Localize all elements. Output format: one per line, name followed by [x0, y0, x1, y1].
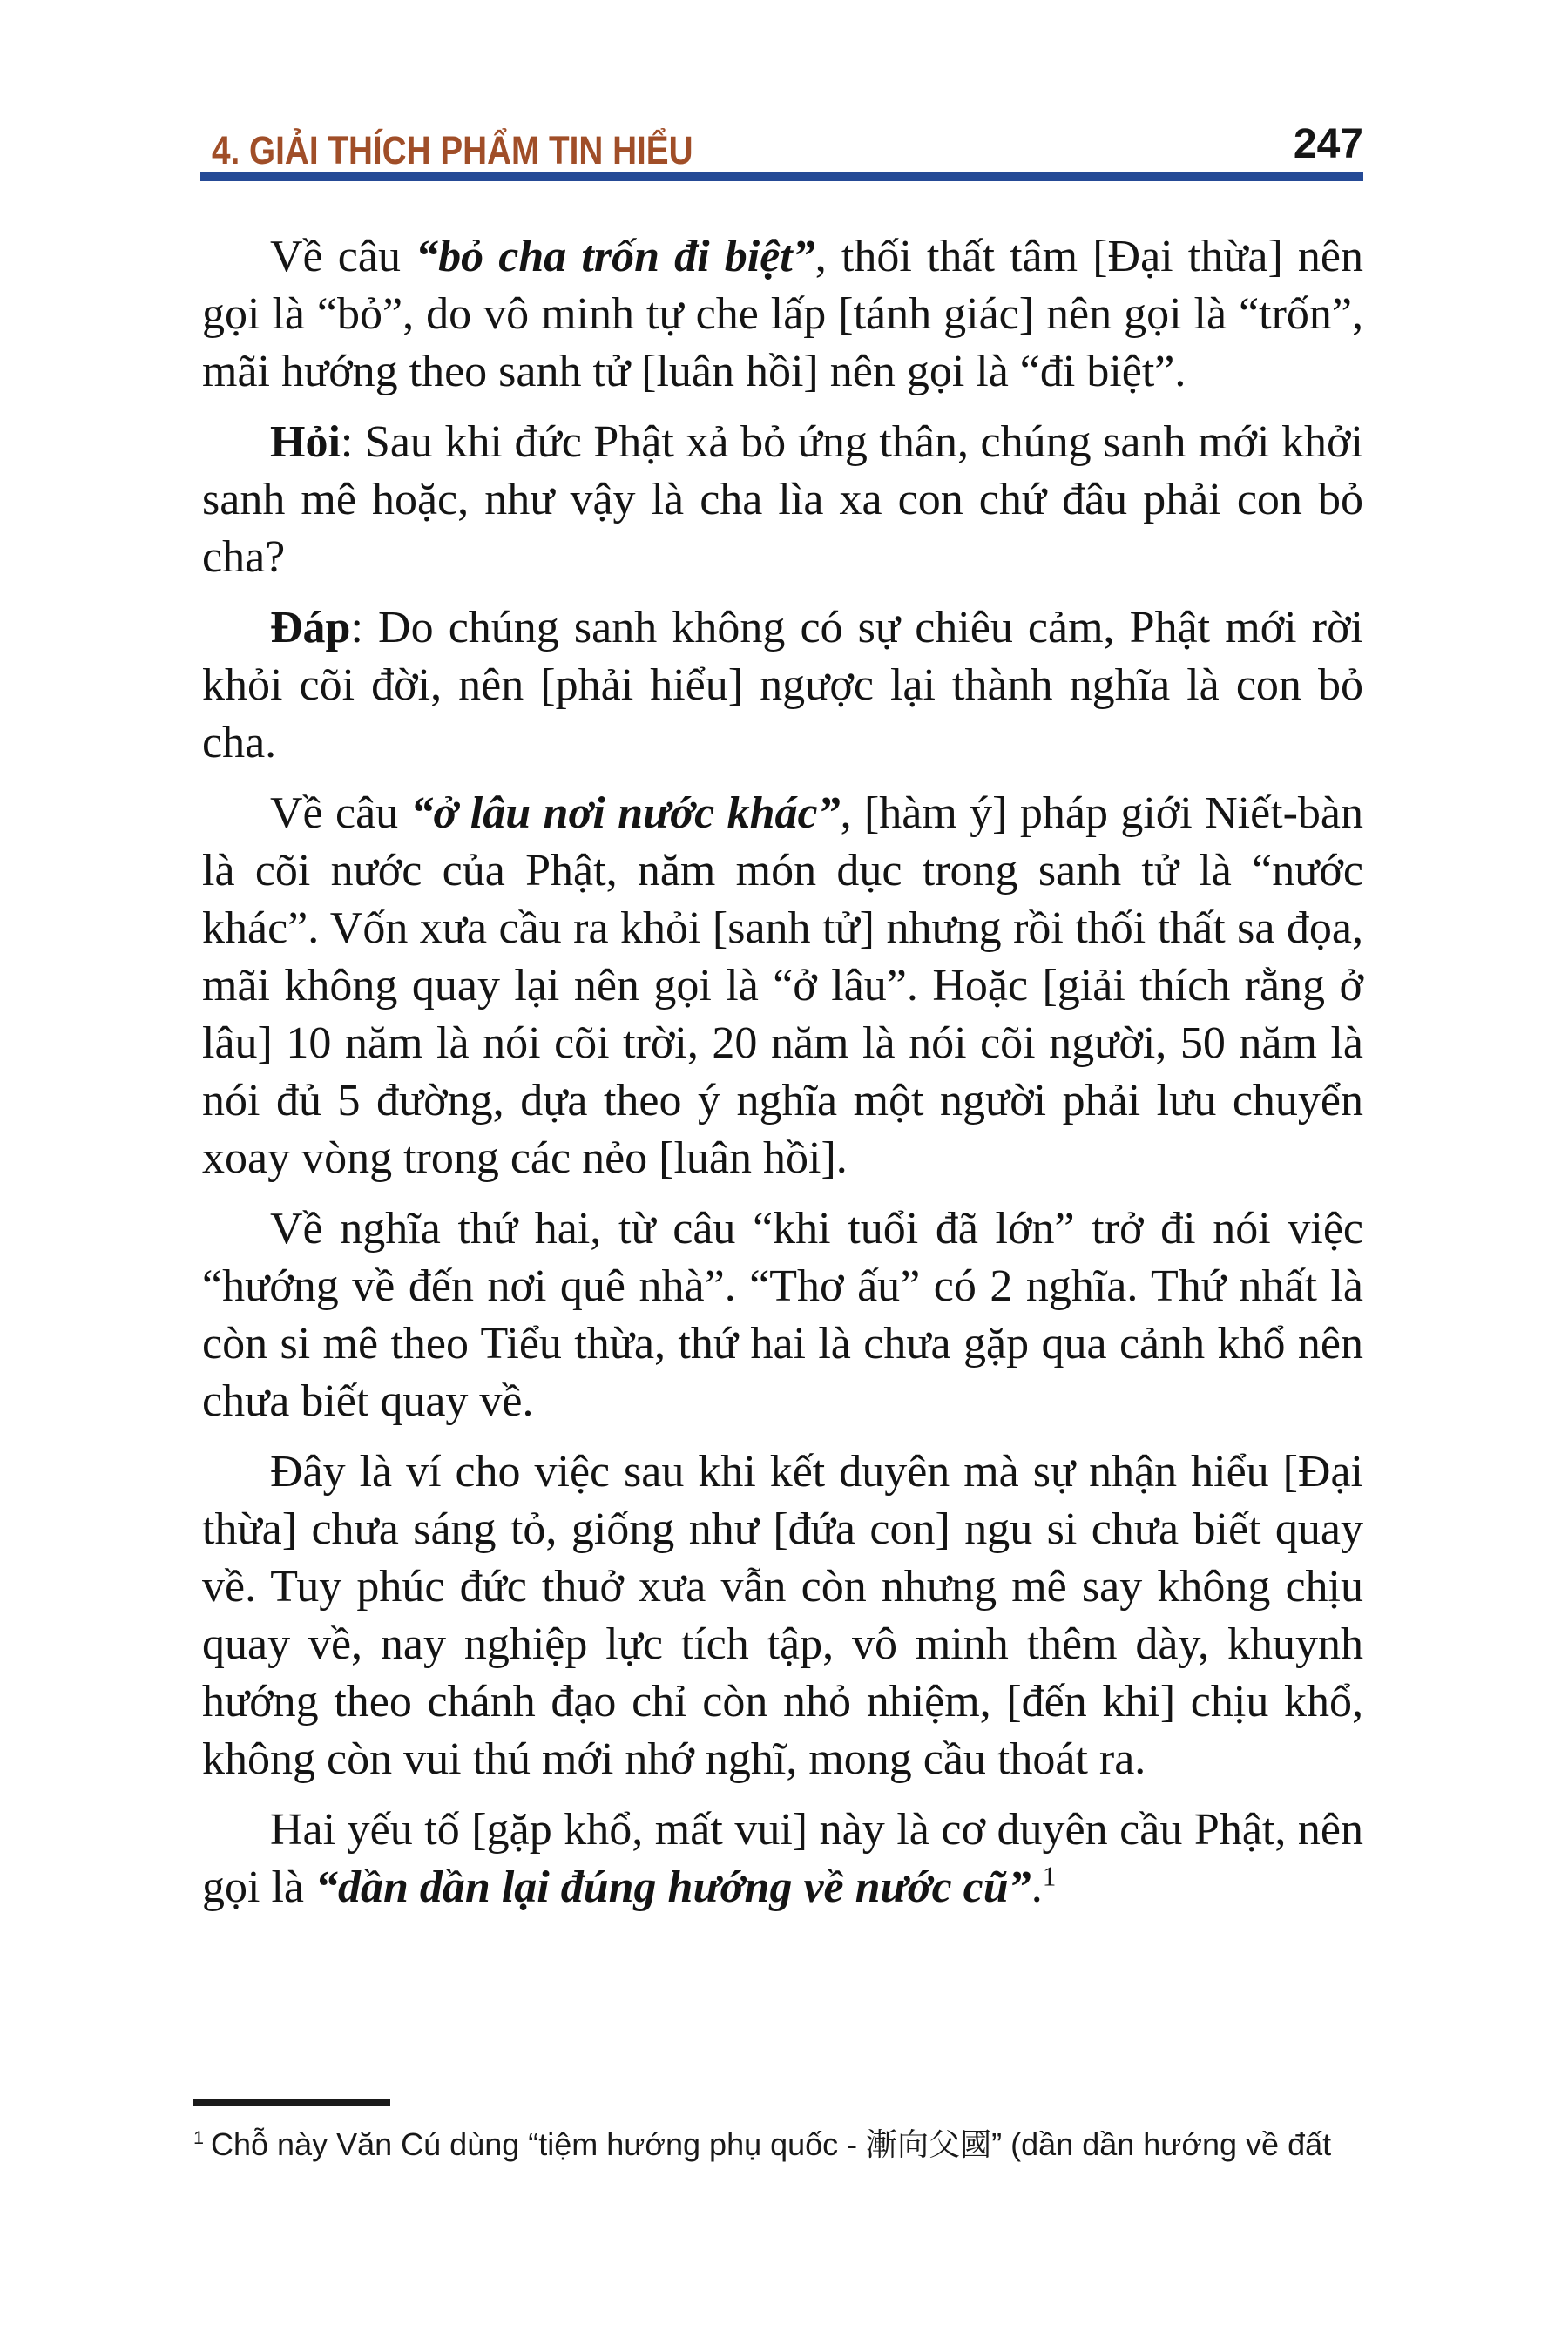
header-rule [200, 172, 1363, 181]
text-run: . [1031, 1862, 1043, 1912]
text-run: : Sau khi đức Phật xả bỏ ứng thân, chúng sanh mới khởi sanh mê hoặc, như vậy là cha lìa xa con chứ đâu phải con bỏ cha? [202, 417, 1363, 582]
footnote-text: Chỗ này Văn Cú dùng “tiệm hướng phụ quốc - 漸向父國” (dần dần hướng về đất [211, 2126, 1332, 2162]
footnote-marker: 1 [193, 2126, 205, 2148]
footnote-separator [193, 2099, 390, 2106]
text-run: , [hàm ý] pháp giới Niết-bàn là cõi nước của Phật, năm món dục trong sanh tử là “nước khác”. Vốn xưa cầu ra khỏi [sanh tử] nhưng rồi thối thất sa đọa, mãi không quay lại nên gọi là “ở lâu”. Hoặc [giải thích rằng ở lâu] 10 năm là nói cõi trời, 20 năm là nói cõi người, 50 năm là nói đủ 5 đường, dựa theo ý nghĩa một người phải lưu chuyển xoay vòng trong các nẻo [luân hồi]. [202, 788, 1363, 1183]
running-header-title: 4. GIẢI THÍCH PHẨM TIN HIỂU [212, 128, 693, 172]
text-run: Đây là ví cho việc sau khi kết duyên mà sự nhận hiểu [Đại thừa] chưa sáng tỏ, giống như [đứa con] ngu si chưa biết quay về. Tuy phúc đức thuở xưa vẫn còn nhưng mê say không chịu quay về, nay nghiệp lực tích tập, vô minh thêm dày, khuynh hướng theo chánh đạo chỉ còn nhỏ nhiệm, [đến khi] chịu khổ, không còn vui thú mới nhớ nghĩ, mong cầu thoát ra. [202, 1447, 1363, 1784]
text-run: , thối thất tâm [Đại thừa] nên gọi là “bỏ”, do vô minh tự che lấp [tánh giác] nên gọi là “trốn”, mãi hướng theo sanh tử [luân hồi] nên gọi là “đi biệt”. [202, 232, 1364, 396]
text-run: Về câu [270, 788, 411, 838]
text-run: “dần dần lại đúng hướng về nước cũ” [314, 1862, 1031, 1912]
body-text [202, 228, 1363, 1930]
text-run: Hai yếu tố [gặp khổ, mất vui] này là cơ duyên cầu Phật, nên gọi là [202, 1805, 1363, 1912]
text-run: 1 [1042, 1861, 1057, 1892]
paragraph [202, 785, 1363, 1187]
page-number: 247 [1293, 121, 1363, 167]
paragraph [202, 599, 1363, 772]
text-run: Về nghĩa thứ hai, từ câu “khi tuổi đã lớn” trở đi nói việc “hướng về đến nơi quê nhà”. “Thơ ấu” có 2 nghĩa. Thứ nhất là còn si mê theo Tiểu thừa, thứ hai là chưa gặp qua cảnh khổ nên chưa biết quay về. [202, 1204, 1363, 1426]
text-run: “ở lâu nơi nước khác” [410, 788, 841, 838]
paragraph [202, 1801, 1363, 1916]
text-run: Đáp [270, 603, 351, 652]
text-run: : Do chúng sanh không có sự chiêu cảm, Phật mới rời khỏi cõi đời, nên [phải hiểu] ngược lại thành nghĩa là con bỏ cha. [202, 603, 1363, 767]
text-run: Hỏi [270, 417, 341, 467]
text-run: “bỏ cha trốn đi biệt” [416, 232, 815, 281]
text-run: Về câu [270, 232, 416, 281]
paragraph [202, 228, 1363, 401]
footnote [193, 2124, 1369, 2166]
paragraph [202, 1200, 1363, 1430]
paragraph [202, 1443, 1363, 1788]
paragraph [202, 414, 1363, 586]
